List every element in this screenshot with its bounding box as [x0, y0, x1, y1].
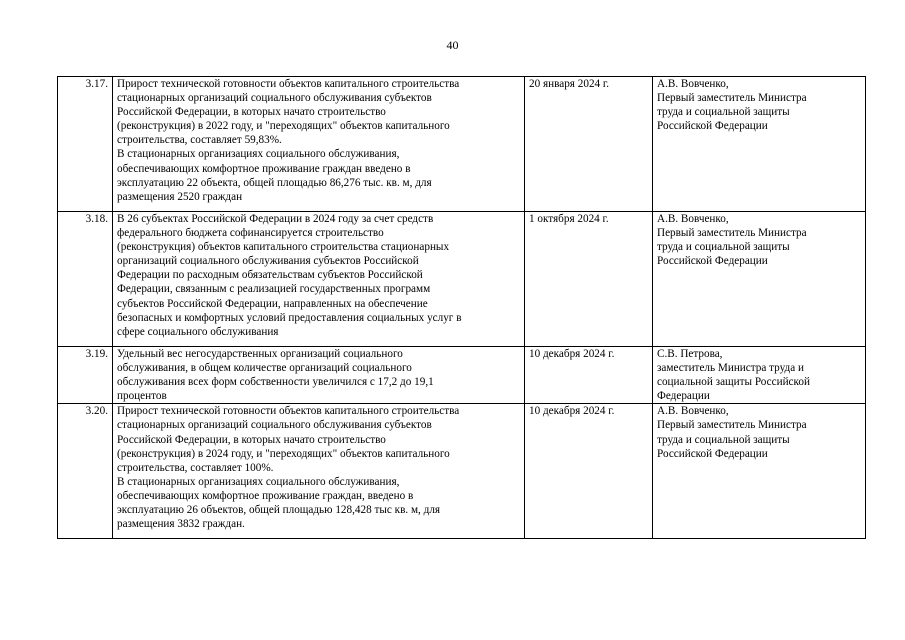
- table-row: [58, 404, 866, 539]
- table-row: [58, 347, 866, 404]
- item-deadline: 1 октября 2024 г.: [525, 212, 653, 347]
- item-responsible: А.В. Вовченко, Первый заместитель Министра труда и социальной защиты Российской Федерации: [653, 212, 866, 347]
- item-description: Удельный вес негосударственных организаций социального обслуживания, в общем количестве организаций социального обслуживания всех форм собственности увеличился с 17,2 до 19,1 процентов: [113, 347, 525, 404]
- item-description: Прирост технической готовности объектов капитального строительства стационарных организаций социального обслуживания субъектов Российской Федерации, в которых начато строительство (реконструкция) в 2024 году, и "переходящих" объектов капитального строительства, составляет 100%. В стационарных организациях социального обслуживания, обеспечивающих комфортное проживание граждан, введено в эксплуатацию 26 объектов, общей площадью 128,428 тыс кв. м, для размещения 3832 граждан.: [113, 404, 525, 539]
- item-description: В 26 субъектах Российской Федерации в 2024 году за счет средств федерального бюджета софинансируется строительство (реконструкция) объектов капитального строительства стационарных организаций социального обслуживания субъектов Российской Федерации по расходным обязательствам субъектов Российской Федерации, связанным с реализацией государственных программ субъектов Российской Федерации, направленных на обеспечение безопасных и комфортных условий предоставления социальных услуг в сфере социального обслуживания: [113, 212, 525, 347]
- table-row: [58, 77, 866, 212]
- measures-table: [57, 76, 866, 539]
- item-responsible: А.В. Вовченко, Первый заместитель Министра труда и социальной защиты Российской Федерации: [653, 77, 866, 212]
- table-row: [58, 212, 866, 347]
- item-number: 3.17.: [58, 77, 113, 212]
- item-responsible: А.В. Вовченко, Первый заместитель Министра труда и социальной защиты Российской Федерации: [653, 404, 866, 539]
- item-deadline: 10 декабря 2024 г.: [525, 347, 653, 404]
- item-deadline: 10 декабря 2024 г.: [525, 404, 653, 539]
- item-responsible: С.В. Петрова, заместитель Министра труда и социальной защиты Российской Федерации: [653, 347, 866, 404]
- item-number: 3.19.: [58, 347, 113, 404]
- item-description: Прирост технической готовности объектов капитального строительства стационарных организаций социального обслуживания субъектов Российской Федерации, в которых начато строительство (реконструкция) в 2022 году, и "переходящих" объектов капитального строительства, составляет 59,83%. В стационарных организациях социального обслуживания, обеспечивающих комфортное проживание граждан введено в эксплуатацию 22 объекта, общей площадью 86,276 тыс. кв. м, для размещения 2520 граждан: [113, 77, 525, 212]
- item-deadline: 20 января 2024 г.: [525, 77, 653, 212]
- item-number: 3.18.: [58, 212, 113, 347]
- item-number: 3.20.: [58, 404, 113, 539]
- page-number: 40: [446, 38, 459, 52]
